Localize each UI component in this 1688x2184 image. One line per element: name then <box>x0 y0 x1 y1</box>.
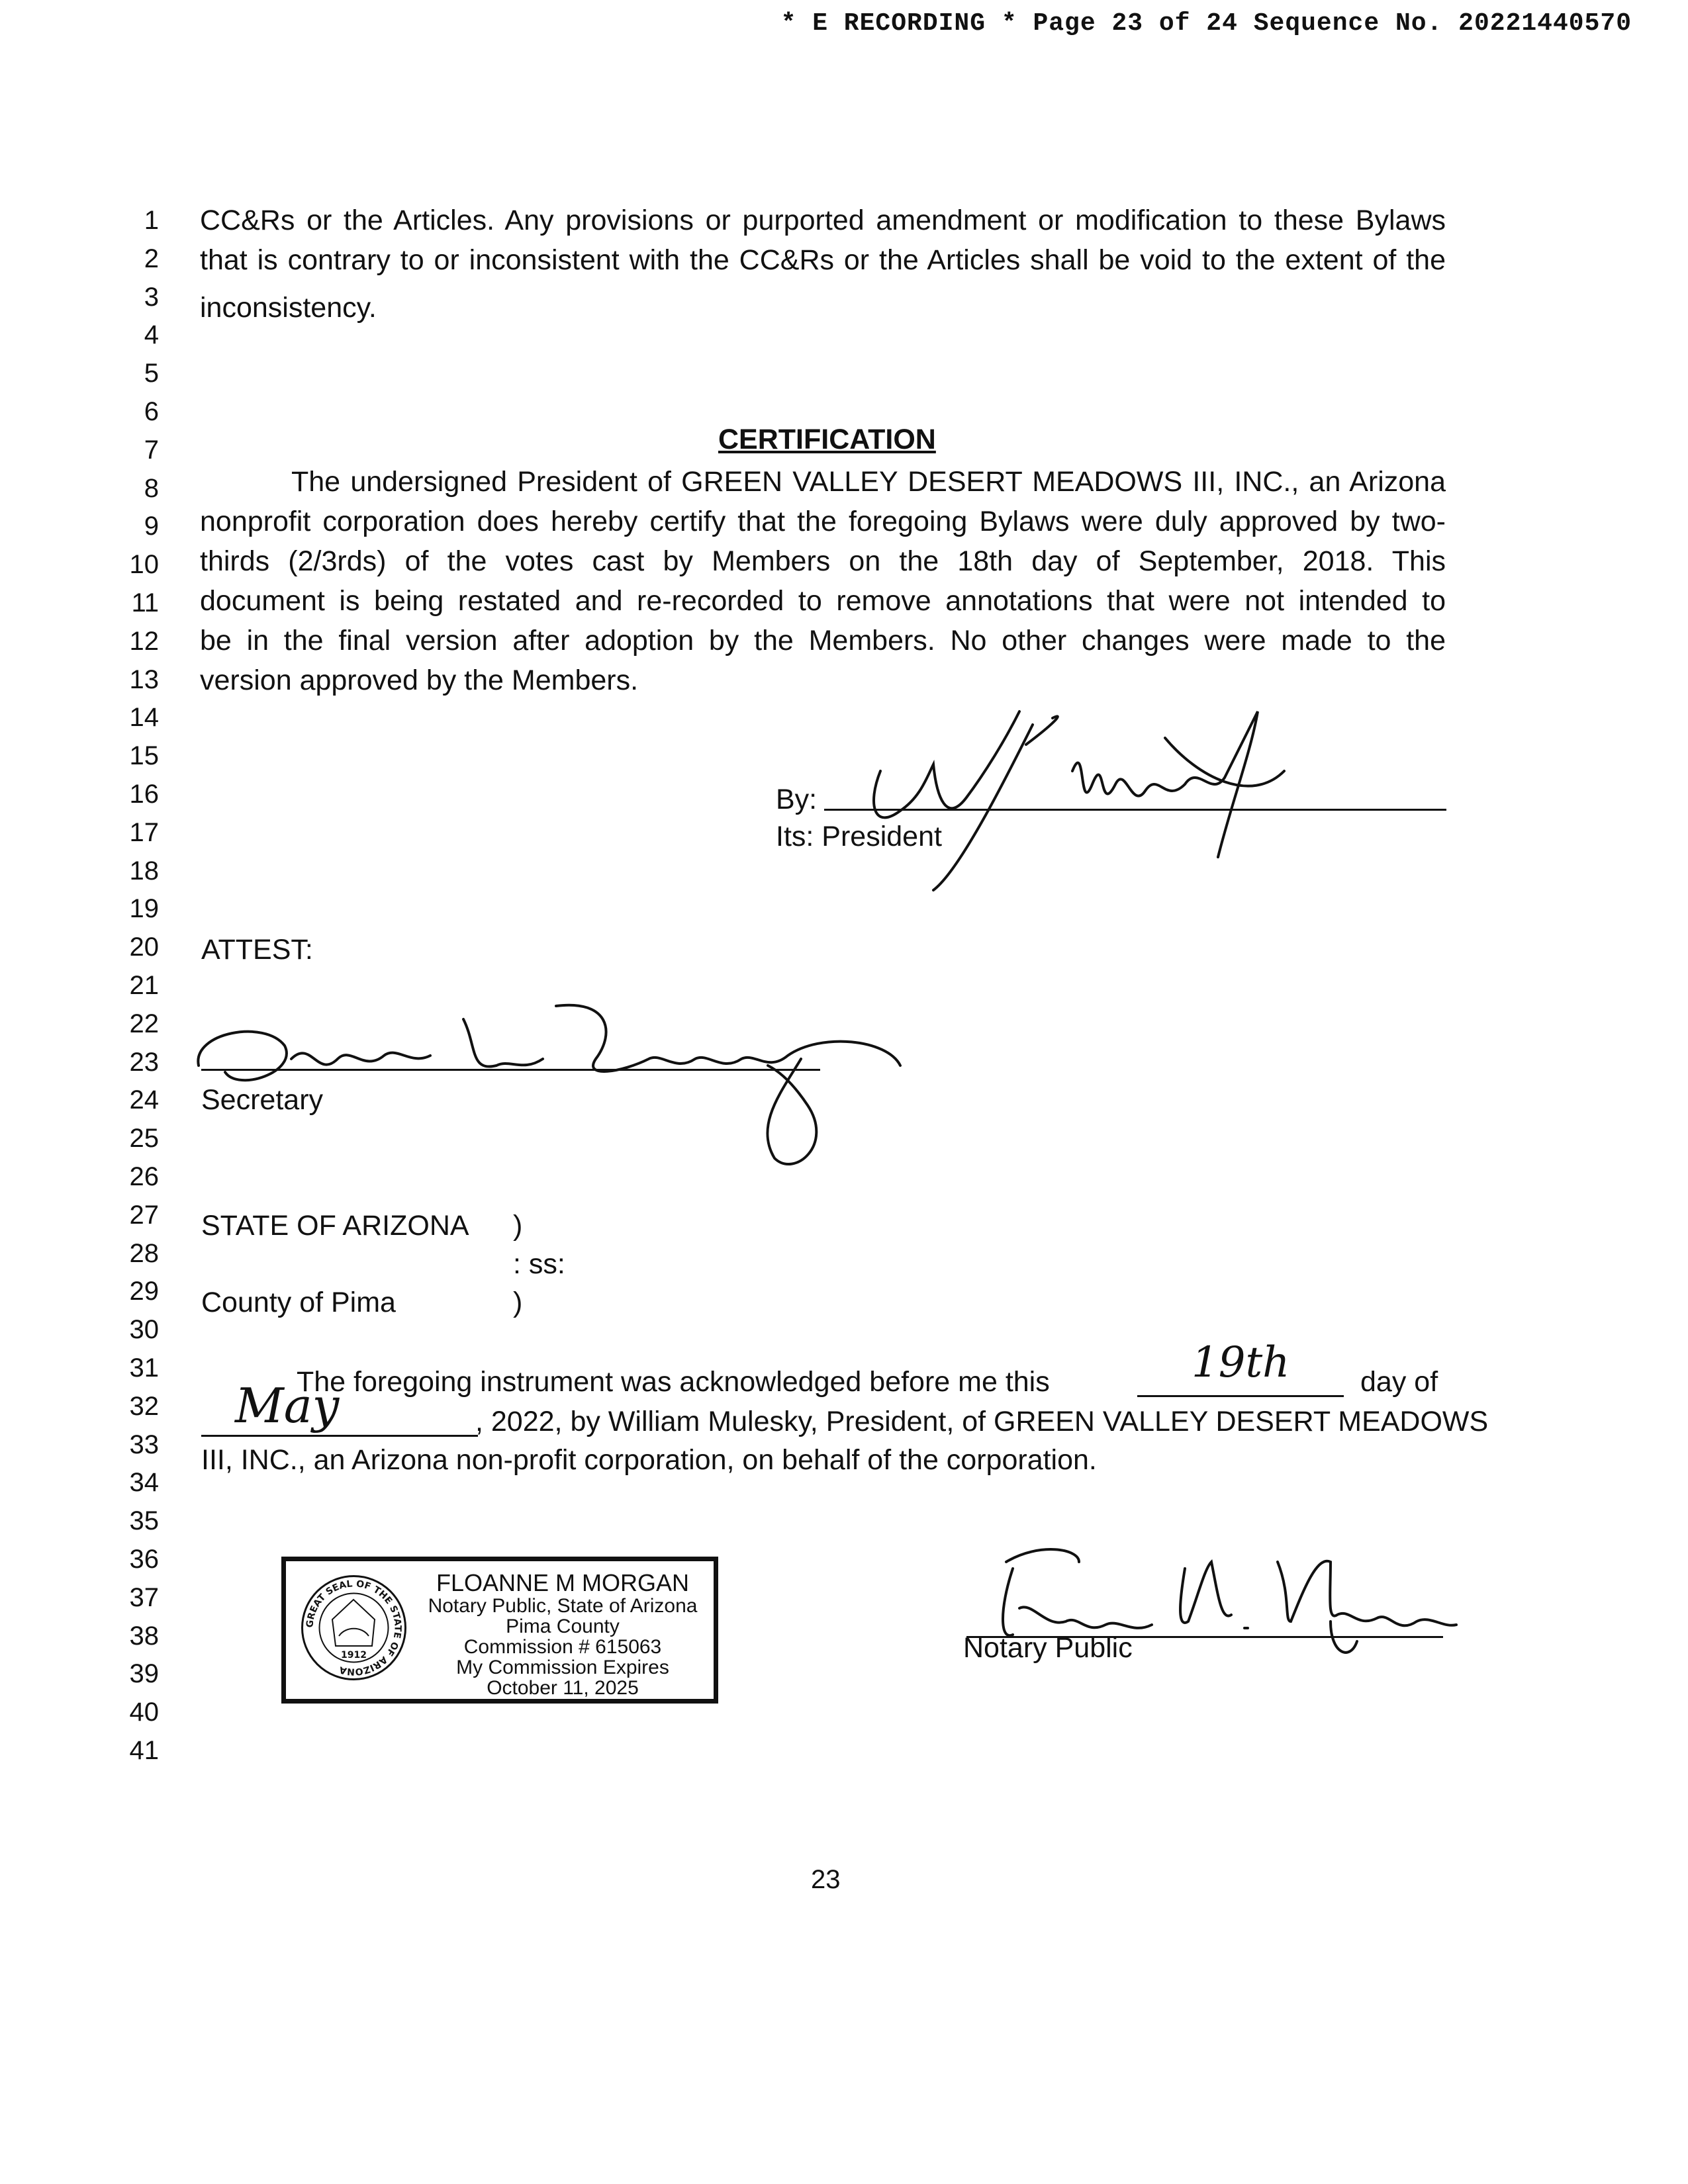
recording-header: * E RECORDING * Page 23 of 24 Sequence No. 20221440570 <box>780 9 1632 38</box>
county-label: County of Pima <box>201 1287 396 1318</box>
notary-public-label: Notary Public <box>963 1632 1133 1664</box>
arizona-seal-icon <box>299 1573 408 1682</box>
by-label: By: <box>776 784 818 815</box>
line-number: 15 <box>129 741 159 770</box>
notary-commission: Commission # 615063 <box>463 1636 662 1658</box>
notary-expires-label: My Commission Expires <box>456 1657 669 1678</box>
acknowledgment-line-3: III, INC., an Arizona non-profit corporation, on behalf of the corporation. <box>201 1444 1097 1476</box>
acknowledgment-line-1-pre: The foregoing instrument was acknowledged before me this <box>297 1366 1050 1398</box>
line-number: 25 <box>129 1124 159 1153</box>
certification-line-5: be in the final version after adoption by the Members. No other changes were made to the <box>200 625 1446 657</box>
intro-line-1: CC&Rs or the Articles. Any provisions or purported amendment or modification to these Bylaws <box>200 205 1446 236</box>
line-number: 7 <box>144 435 159 465</box>
intro-line-3: inconsistency. <box>200 292 377 324</box>
seal-year: 1912 <box>341 1650 367 1661</box>
line-number: 14 <box>129 703 159 732</box>
acknowledgment-line-1-post: day of <box>1360 1366 1438 1398</box>
line-number: 32 <box>129 1392 159 1421</box>
line-number: 30 <box>129 1315 159 1344</box>
notary-county: Pima County <box>506 1615 620 1637</box>
line-number: 8 <box>144 474 159 503</box>
notary-title: Notary Public, State of Arizona <box>428 1595 698 1617</box>
notary-expires-date: October 11, 2025 <box>487 1677 639 1699</box>
line-number: 4 <box>144 320 159 349</box>
intro-line-2: that is contrary to or inconsistent with the CC&Rs or the Articles shall be void to the extent of the <box>200 244 1446 276</box>
line-number: 40 <box>129 1698 159 1727</box>
secretary-label: Secretary <box>201 1084 324 1116</box>
day-handwritten: 19th <box>1192 1338 1290 1387</box>
attest-label: ATTEST: <box>201 934 313 966</box>
line-number: 5 <box>144 359 159 388</box>
line-number: 36 <box>129 1545 159 1574</box>
venue-ss: : ss: <box>513 1248 565 1280</box>
page-number: 23 <box>811 1865 841 1894</box>
line-number: 38 <box>129 1621 159 1651</box>
line-number: 37 <box>129 1583 159 1612</box>
line-number: 16 <box>129 780 159 809</box>
line-number: 24 <box>129 1085 159 1115</box>
state-label: STATE OF ARIZONA <box>201 1210 469 1242</box>
line-number: 39 <box>129 1659 159 1688</box>
line-number: 34 <box>129 1468 159 1497</box>
venue-paren-open: ) <box>513 1210 523 1242</box>
line-number: 6 <box>144 397 159 426</box>
line-number: 10 <box>129 550 159 579</box>
line-number: 11 <box>131 588 159 617</box>
its-label: Its: President <box>776 821 942 852</box>
notary-stamp <box>281 1557 718 1704</box>
month-handwritten: May <box>235 1378 340 1433</box>
certification-line-6: version approved by the Members. <box>200 664 639 696</box>
president-signature-image <box>854 698 1331 897</box>
certification-line-4: document is being restated and re-recorded to remove annotations that were not intended to <box>200 585 1446 617</box>
venue-paren-close: ) <box>513 1287 523 1318</box>
line-number: 27 <box>129 1201 159 1230</box>
line-number: 2 <box>144 244 159 273</box>
line-number: 9 <box>144 512 159 541</box>
line-number: 26 <box>129 1162 159 1191</box>
month-blank-line <box>201 1435 478 1437</box>
line-number: 22 <box>129 1009 159 1038</box>
line-number: 12 <box>129 627 159 656</box>
certification-line-1: The undersigned President of GREEN VALLEY DESERT MEADOWS III, INC., an Arizona <box>291 466 1446 498</box>
line-number: 41 <box>129 1736 159 1765</box>
line-number: 29 <box>129 1277 159 1306</box>
line-number: 35 <box>129 1506 159 1535</box>
acknowledgment-line-2: , 2022, by William Mulesky, President, of GREEN VALLEY DESERT MEADOWS <box>475 1406 1489 1437</box>
certification-heading: CERTIFICATION <box>718 424 936 455</box>
certification-line-2: nonprofit corporation does hereby certify that the foregoing Bylaws were duly approved by two- <box>200 506 1446 537</box>
notary-name: FLOANNE M MORGAN <box>436 1569 690 1596</box>
line-number: 20 <box>129 933 159 962</box>
line-number: 23 <box>129 1048 159 1077</box>
line-number: 3 <box>144 283 159 312</box>
line-number: 1 <box>144 206 159 235</box>
line-number: 19 <box>129 894 159 923</box>
line-number: 13 <box>129 665 159 694</box>
certification-line-3: thirds (2/3rds) of the votes cast by Members on the 18th day of September, 2018. This <box>200 545 1446 577</box>
line-number: 33 <box>129 1430 159 1459</box>
line-number: 18 <box>129 856 159 886</box>
line-number: 31 <box>129 1353 159 1383</box>
line-number: 17 <box>129 818 159 847</box>
line-number: 21 <box>129 971 159 1000</box>
seal-text: GREAT SEAL OF THE STATE OF ARIZONA <box>305 1578 403 1677</box>
line-number: 28 <box>129 1239 159 1268</box>
day-blank-line <box>1137 1395 1344 1397</box>
